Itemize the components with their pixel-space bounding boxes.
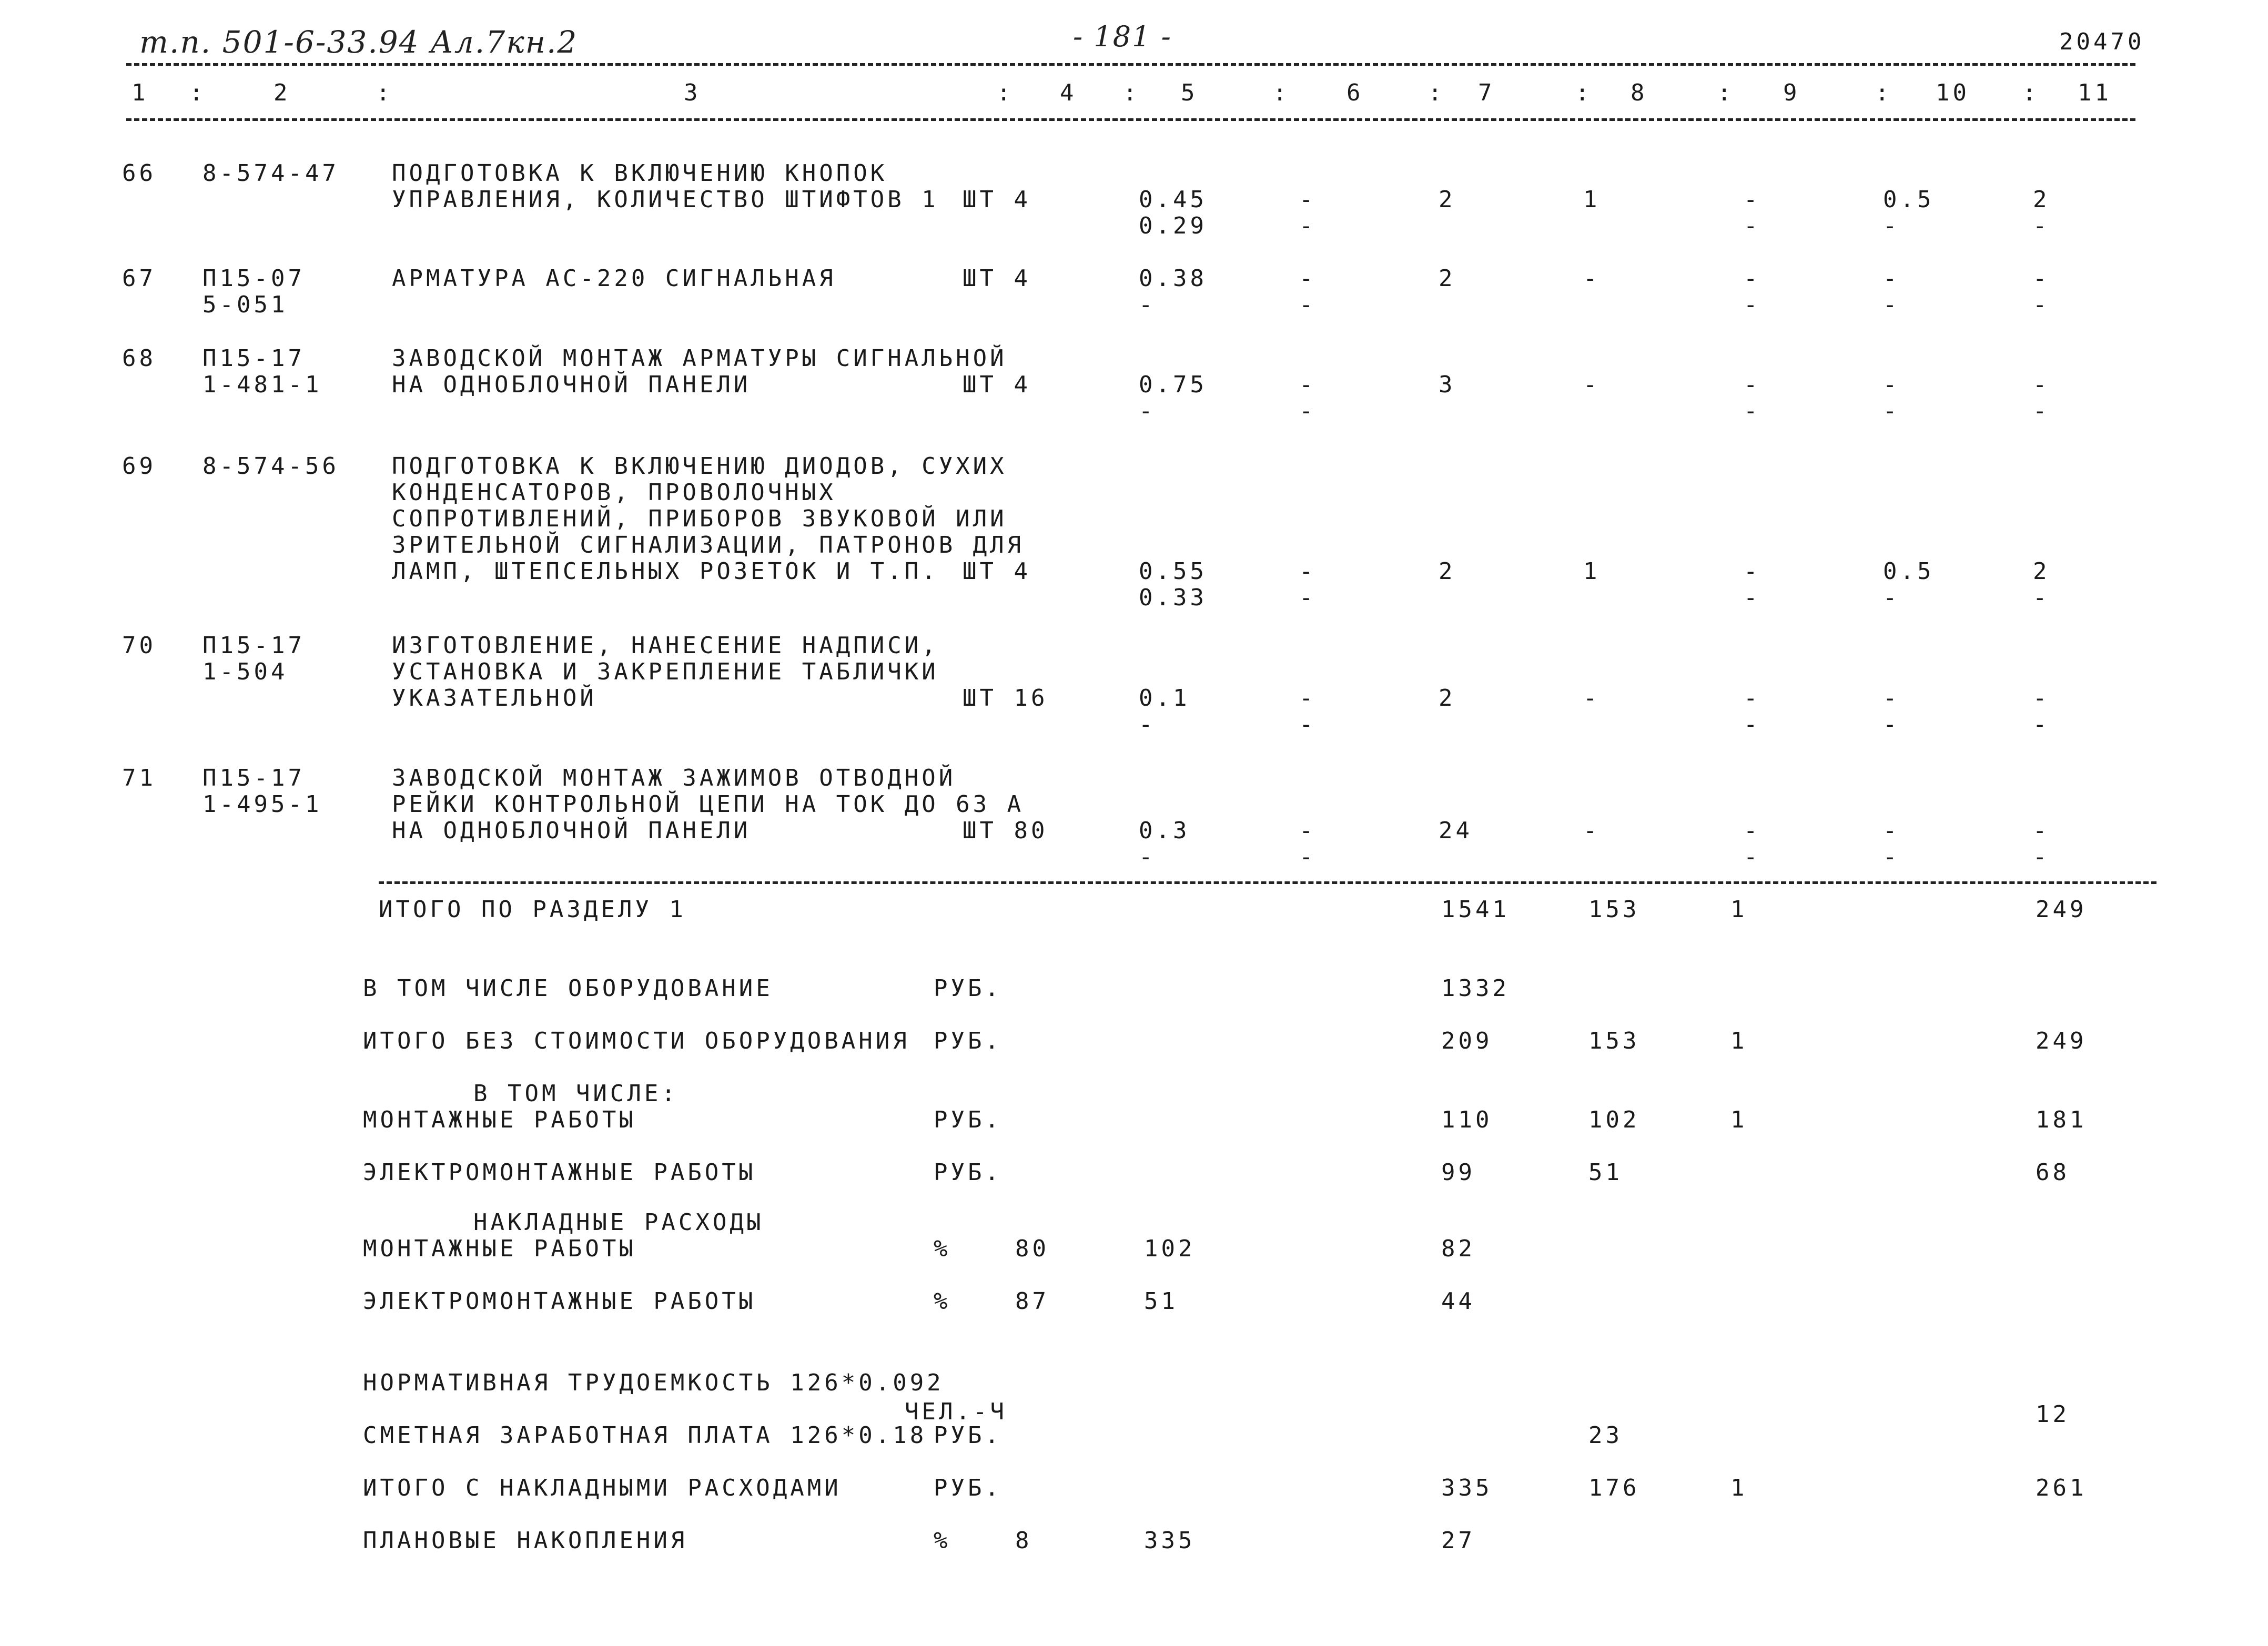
value-col-5: 0.3	[1139, 817, 1190, 844]
norm-code: 1-495-1	[202, 791, 322, 818]
value-col-10: -	[1883, 844, 1900, 870]
value-col-5: 0.29	[1139, 212, 1207, 239]
value-col-5: -	[1139, 844, 1156, 870]
summary-label: В ТОМ ЧИСЛЕ ОБОРУДОВАНИЕ	[363, 975, 773, 1002]
summary-col-7: 27	[1441, 1527, 1475, 1554]
summary-unit: РУБ.	[934, 1475, 1002, 1501]
norm-code: П15-17	[202, 632, 305, 659]
totals-rule	[379, 881, 2156, 884]
value-col-11: -	[2033, 817, 2050, 844]
work-description: ЛАМП, ШТЕПСЕЛЬНЫХ РОЗЕТОК И Т.П.	[392, 558, 939, 585]
item-number: 71	[122, 765, 156, 791]
work-description: КОНДЕНСАТОРОВ, ПРОВОЛОЧНЫХ	[392, 479, 836, 506]
column-separator: :	[1273, 79, 1290, 106]
work-description: ПОДГОТОВКА К ВКЛЮЧЕНИЮ КНОПОК	[392, 160, 888, 187]
value-col-6: -	[1299, 291, 1317, 318]
value-col-7: 2	[1439, 558, 1456, 585]
unit-quantity: ШТ 4	[963, 265, 1031, 292]
work-description: НА ОДНОБЛОЧНОЙ ПАНЕЛИ	[392, 817, 751, 844]
norm-code: 8-574-47	[202, 160, 339, 187]
value-col-9: -	[1744, 711, 1761, 738]
value-col-10: 0.5	[1883, 186, 1935, 213]
work-description: РЕЙКИ КОНТРОЛЬНОЙ ЦЕПИ НА ТОК ДО 63 А	[392, 791, 1025, 818]
value-col-10: 0.5	[1883, 558, 1935, 585]
value-col-10: -	[1883, 291, 1900, 318]
norm-code: П15-07	[202, 265, 305, 292]
column-number-7: 7	[1478, 79, 1495, 106]
summary-unit: РУБ.	[934, 1422, 1002, 1449]
column-separator: :	[1717, 79, 1735, 106]
summary-col-8: 153	[1588, 1028, 1640, 1054]
summary-col-8: 51	[1588, 1159, 1623, 1186]
summary-col-5: 51	[1144, 1288, 1178, 1315]
column-number-2: 2	[274, 79, 291, 106]
value-col-9: -	[1744, 844, 1761, 870]
header-top-rule	[126, 63, 2135, 66]
summary-unit: %	[934, 1235, 951, 1262]
summary-col-4: 8	[1015, 1527, 1032, 1554]
summary-col-11: 261	[2036, 1475, 2087, 1501]
value-col-11: -	[2033, 584, 2050, 611]
column-number-6: 6	[1346, 79, 1364, 106]
unit-quantity: ШТ 4	[963, 558, 1031, 585]
work-description: ПОДГОТОВКА К ВКЛЮЧЕНИЮ ДИОДОВ, СУХИХ	[392, 453, 1007, 480]
unit-quantity: ШТ 4	[963, 186, 1031, 213]
column-separator: :	[1428, 79, 1445, 106]
item-number: 68	[122, 345, 156, 372]
column-number-9: 9	[1783, 79, 1800, 106]
item-number: 66	[122, 160, 156, 187]
value-col-6: -	[1299, 212, 1317, 239]
norm-code: 8-574-56	[202, 453, 339, 480]
value-col-9: -	[1744, 558, 1761, 585]
item-number: 69	[122, 453, 156, 480]
value-col-5: -	[1139, 398, 1156, 424]
value-col-7: 2	[1439, 265, 1456, 292]
value-col-11: -	[2033, 291, 2050, 318]
summary-subheading: НАКЛАДНЫЕ РАСХОДЫ	[473, 1209, 764, 1236]
value-col-9: -	[1744, 817, 1761, 844]
work-description: ЗАВОДСКОЙ МОНТАЖ АРМАТУРЫ СИГНАЛЬНОЙ	[392, 345, 1007, 372]
value-col-10: -	[1883, 265, 1900, 292]
value-col-9: -	[1744, 186, 1761, 213]
value-col-5: -	[1139, 711, 1156, 738]
summary-col-7: 1332	[1441, 975, 1510, 1002]
column-separator: :	[1575, 79, 1593, 106]
column-number-11: 11	[2078, 79, 2112, 106]
summary-col-7: 44	[1441, 1288, 1475, 1315]
value-col-11: -	[2033, 398, 2050, 424]
value-col-9: -	[1744, 212, 1761, 239]
summary-unit: РУБ.	[934, 1028, 1002, 1054]
summary-col-5: 102	[1144, 1235, 1196, 1262]
column-number-3: 3	[684, 79, 701, 106]
norm-code: 5-051	[202, 291, 288, 318]
value-col-6: -	[1299, 186, 1317, 213]
value-col-7: 24	[1439, 817, 1473, 844]
column-separator: :	[1123, 79, 1140, 106]
value-col-7: 2	[1439, 685, 1456, 712]
summary-col-9: 1	[1730, 896, 1748, 923]
summary-label: МОНТАЖНЫЕ РАБОТЫ	[363, 1106, 636, 1133]
summary-col-7: 335	[1441, 1475, 1493, 1501]
value-col-6: -	[1299, 711, 1317, 738]
value-col-9: -	[1744, 265, 1761, 292]
summary-col-11: 249	[2036, 1028, 2087, 1054]
unit-quantity: ШТ 80	[963, 817, 1048, 844]
column-separator: :	[189, 79, 207, 106]
value-col-10: -	[1883, 398, 1900, 424]
value-col-11: -	[2033, 844, 2050, 870]
summary-label: ЭЛЕКТРОМОНТАЖНЫЕ РАБОТЫ	[363, 1288, 756, 1315]
summary-col-8: 23	[1588, 1422, 1623, 1449]
norm-code: 1-481-1	[202, 371, 322, 398]
summary-label: ИТОГО ПО РАЗДЕЛУ 1	[379, 896, 686, 923]
summary-label: ИТОГО С НАКЛАДНЫМИ РАСХОДАМИ	[363, 1475, 842, 1501]
item-number: 67	[122, 265, 156, 292]
column-separator: :	[376, 79, 393, 106]
item-number: 70	[122, 632, 156, 659]
value-col-7: 3	[1439, 371, 1456, 398]
summary-label: МОНТАЖНЫЕ РАБОТЫ	[363, 1235, 636, 1262]
header-bottom-rule	[126, 118, 2135, 121]
value-col-6: -	[1299, 371, 1317, 398]
value-col-11: -	[2033, 685, 2050, 712]
work-description: УСТАНОВКА И ЗАКРЕПЛЕНИЕ ТАБЛИЧКИ	[392, 658, 939, 685]
work-description: СОПРОТИВЛЕНИЙ, ПРИБОРОВ ЗВУКОВОЙ ИЛИ	[392, 505, 1007, 532]
work-description: НА ОДНОБЛОЧНОЙ ПАНЕЛИ	[392, 371, 751, 398]
value-col-6: -	[1299, 558, 1317, 585]
value-col-6: -	[1299, 265, 1317, 292]
value-col-11: 2	[2033, 186, 2050, 213]
value-col-5: -	[1139, 291, 1156, 318]
unit-quantity: ШТ 4	[963, 371, 1031, 398]
summary-label: ЭЛЕКТРОМОНТАЖНЫЕ РАБОТЫ	[363, 1159, 756, 1186]
column-number-8: 8	[1631, 79, 1648, 106]
value-col-11: 2	[2033, 558, 2050, 585]
summary-col-9: 1	[1730, 1106, 1748, 1133]
document-reference: т.п. 501-6-33.94 Ал.7кн.2	[139, 24, 578, 60]
summary-col-9: 1	[1730, 1028, 1748, 1054]
value-col-5: 0.33	[1139, 584, 1207, 611]
value-col-9: -	[1744, 685, 1761, 712]
work-description: УКАЗАТЕЛЬНОЙ	[392, 685, 597, 712]
value-col-6: -	[1299, 844, 1317, 870]
page-number: - 181 -	[1073, 20, 1172, 53]
value-col-11: -	[2033, 212, 2050, 239]
summary-label: ПЛАНОВЫЕ НАКОПЛЕНИЯ	[363, 1527, 688, 1554]
summary-unit: ЧЕЛ.-Ч	[905, 1398, 1007, 1425]
norm-code: П15-17	[202, 345, 305, 372]
summary-col-8: 102	[1588, 1106, 1640, 1133]
work-description: АРМАТУРА АС-220 СИГНАЛЬНАЯ	[392, 265, 836, 292]
column-number-5: 5	[1181, 79, 1198, 106]
value-col-6: -	[1299, 685, 1317, 712]
summary-col-4: 80	[1015, 1235, 1049, 1262]
summary-col-7: 82	[1441, 1235, 1475, 1262]
unit-quantity: ШТ 16	[963, 685, 1048, 712]
value-col-10: -	[1883, 817, 1900, 844]
summary-unit: РУБ.	[934, 1106, 1002, 1133]
sheet-code: 20470	[2059, 28, 2145, 55]
value-col-11: -	[2033, 371, 2050, 398]
column-separator: :	[2022, 79, 2040, 106]
work-description: ЗАВОДСКОЙ МОНТАЖ ЗАЖИМОВ ОТВОДНОЙ	[392, 765, 956, 791]
value-col-5: 0.55	[1139, 558, 1207, 585]
value-col-10: -	[1883, 212, 1900, 239]
summary-col-7: 99	[1441, 1159, 1475, 1186]
value-col-6: -	[1299, 817, 1317, 844]
column-separator: :	[997, 79, 1014, 106]
value-col-5: 0.38	[1139, 265, 1207, 292]
value-col-9: -	[1744, 398, 1761, 424]
summary-col-11: 68	[2036, 1159, 2070, 1186]
summary-label: ИТОГО БЕЗ СТОИМОСТИ ОБОРУДОВАНИЯ	[363, 1028, 910, 1054]
summary-col-11: 181	[2036, 1106, 2087, 1133]
summary-col-7: 1541	[1441, 896, 1510, 923]
summary-col-9: 1	[1730, 1475, 1748, 1501]
value-col-9: -	[1744, 371, 1761, 398]
column-number-4: 4	[1060, 79, 1077, 106]
norm-code: 1-504	[202, 658, 288, 685]
summary-col-4: 87	[1015, 1288, 1049, 1315]
value-col-8: 1	[1583, 558, 1601, 585]
summary-unit: %	[934, 1288, 951, 1315]
value-col-10: -	[1883, 584, 1900, 611]
summary-subheading: В ТОМ ЧИСЛЕ:	[473, 1080, 679, 1107]
column-number-10: 10	[1936, 79, 1970, 106]
summary-unit: %	[934, 1527, 951, 1554]
value-col-10: -	[1883, 371, 1900, 398]
value-col-8: -	[1583, 371, 1601, 398]
summary-col-8: 153	[1588, 896, 1640, 923]
value-col-5: 0.45	[1139, 186, 1207, 213]
value-col-8: -	[1583, 817, 1601, 844]
value-col-5: 0.75	[1139, 371, 1207, 398]
summary-col-7: 110	[1441, 1106, 1493, 1133]
value-col-6: -	[1299, 398, 1317, 424]
summary-col-11: 12	[2036, 1401, 2070, 1428]
summary-col-5: 335	[1144, 1527, 1196, 1554]
column-number-1: 1	[131, 79, 149, 106]
value-col-5: 0.1	[1139, 685, 1190, 712]
value-col-8: 1	[1583, 186, 1601, 213]
work-description: УПРАВЛЕНИЯ, КОЛИЧЕСТВО ШТИФТОВ 1	[392, 186, 939, 213]
value-col-8: -	[1583, 685, 1601, 712]
summary-col-11: 249	[2036, 896, 2087, 923]
value-col-10: -	[1883, 685, 1900, 712]
summary-col-8: 176	[1588, 1475, 1640, 1501]
summary-label: НОРМАТИВНАЯ ТРУДОЕМКОСТЬ 126*0.092	[363, 1369, 944, 1396]
work-description: ЗРИТЕЛЬНОЙ СИГНАЛИЗАЦИИ, ПАТРОНОВ ДЛЯ	[392, 532, 1025, 558]
value-col-8: -	[1583, 265, 1601, 292]
column-separator: :	[1875, 79, 1892, 106]
summary-label: СМЕТНАЯ ЗАРАБОТНАЯ ПЛАТА 126*0.18	[363, 1422, 927, 1449]
value-col-11: -	[2033, 265, 2050, 292]
value-col-10: -	[1883, 711, 1900, 738]
value-col-6: -	[1299, 584, 1317, 611]
value-col-11: -	[2033, 711, 2050, 738]
value-col-9: -	[1744, 584, 1761, 611]
value-col-9: -	[1744, 291, 1761, 318]
norm-code: П15-17	[202, 765, 305, 791]
summary-col-7: 209	[1441, 1028, 1493, 1054]
summary-unit: РУБ.	[934, 1159, 1002, 1186]
summary-unit: РУБ.	[934, 975, 1002, 1002]
work-description: ИЗГОТОВЛЕНИЕ, НАНЕСЕНИЕ НАДПИСИ,	[392, 632, 939, 659]
value-col-7: 2	[1439, 186, 1456, 213]
